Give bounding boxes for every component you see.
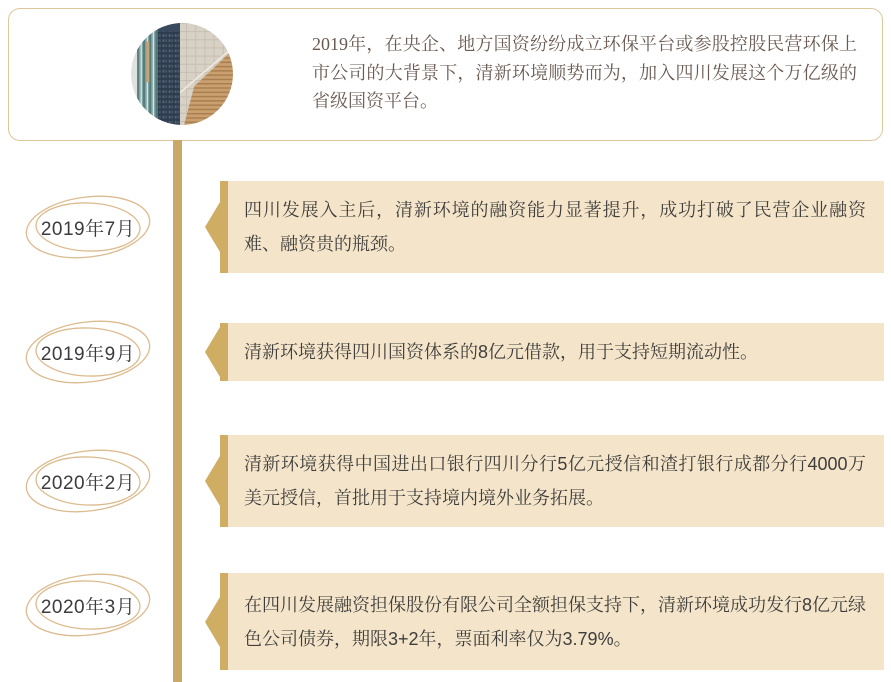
event-box <box>220 573 884 670</box>
date-badge <box>22 189 154 265</box>
date-badge <box>22 314 154 390</box>
event-text: 清新环境获得四川国资体系的8亿元借款，用于支持短期流动性。 <box>244 342 759 362</box>
event-text: 清新环境获得中国进出口银行四川分行5亿元授信和渣打银行成都分行4000万美元授信，首批用于支持境内境外业务拓展。 <box>244 454 866 508</box>
date-badge <box>22 567 154 643</box>
event-box <box>220 435 884 527</box>
building-photo-image <box>131 23 233 125</box>
header-paragraph: 2019年，在央企、地方国资纷纷成立环保平台或参股控股民营环保上市公司的大背景下，清新环境顺势而为，加入四川发展这个万亿级的省级国资平台。 <box>312 34 857 111</box>
pointer-left-icon <box>205 456 220 506</box>
pointer-left-icon <box>205 597 220 647</box>
event-box <box>220 181 884 273</box>
date-label: 2020年2月 <box>40 472 136 494</box>
date-badge <box>22 443 154 519</box>
date-label: 2020年3月 <box>40 596 136 618</box>
date-label: 2019年9月 <box>40 343 136 365</box>
timeline-bar <box>173 140 182 682</box>
event-text: 在四川发展融资担保股份有限公司全额担保支持下，清新环境成功发行8亿元绿色公司债券，期限3+2年，票面利率仅为3.79%。 <box>244 594 867 649</box>
event-text: 四川发展入主后，清新环境的融资能力显著提升，成功打破了民营企业融资难、融资贵的瓶颈。 <box>244 200 866 254</box>
event-box <box>220 323 884 381</box>
building-photo-graphic <box>131 23 233 125</box>
header-card <box>8 8 883 141</box>
pointer-left-icon <box>205 202 220 252</box>
date-label: 2019年7月 <box>40 218 136 240</box>
pointer-left-icon <box>205 327 220 377</box>
